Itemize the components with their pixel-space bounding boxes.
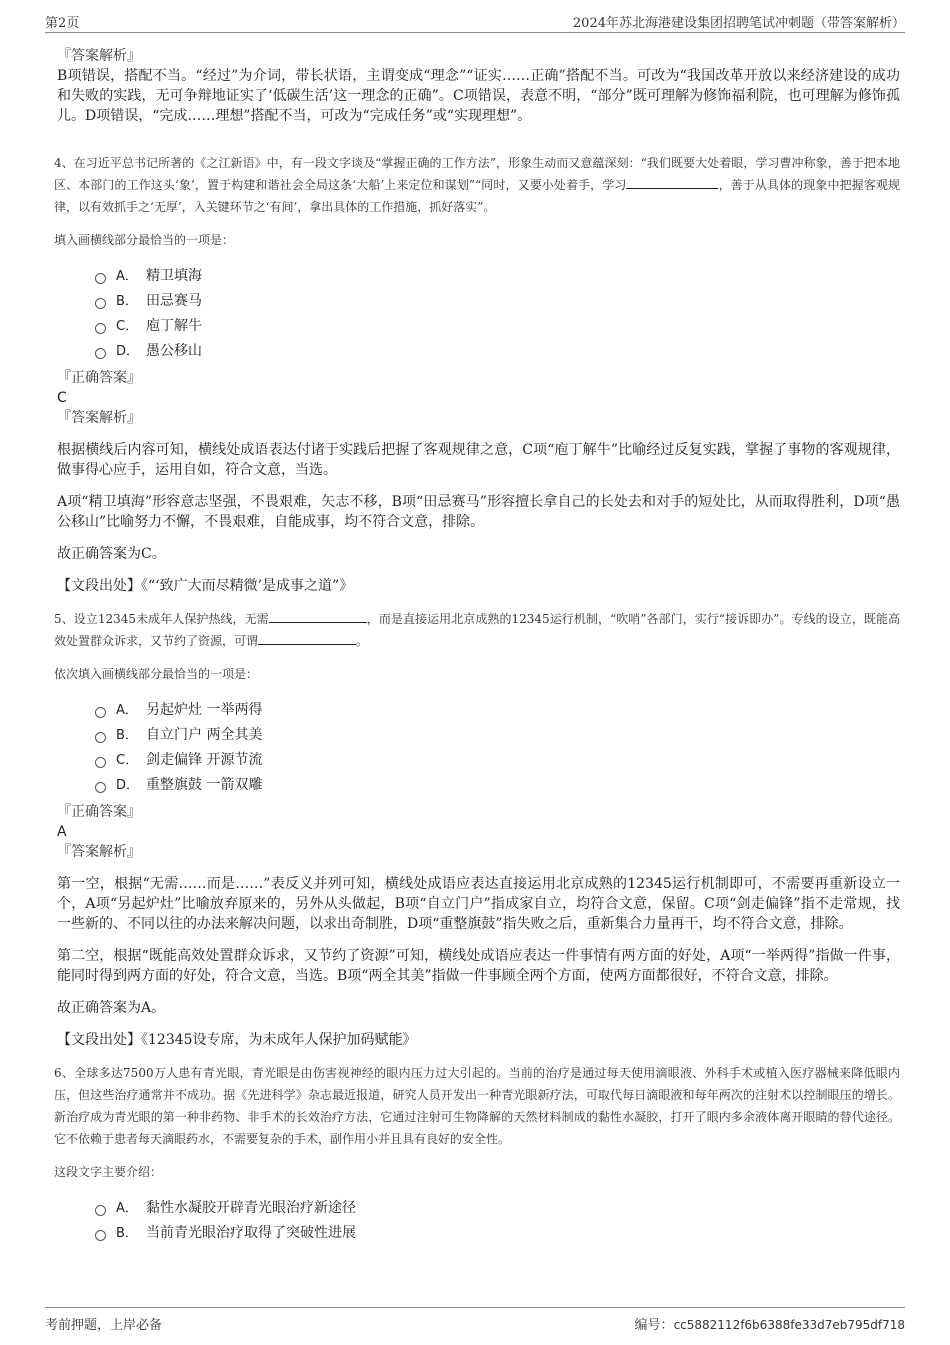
option-b[interactable]: B． 田忌赛马 (95, 289, 900, 314)
question-5-text: 5、设立12345未成年人保护热线，无需 ，而是直接运用北京成熟的12345运行机制，“吹哨”各部门，实行“接诉即办”。专线的设立，既能高效处置群众诉求，又节约了资源，可谓 。 (54, 608, 900, 652)
answer-blank (269, 608, 367, 623)
radio-icon[interactable] (95, 707, 106, 718)
radio-icon[interactable] (95, 782, 106, 793)
question-6-prompt: 这段文字主要介绍： (54, 1165, 163, 1179)
question-4-options (95, 264, 900, 364)
option-b[interactable]: B． 当前青光眼治疗取得了突破性进展 (95, 1221, 900, 1246)
question-5-options (95, 698, 900, 798)
analysis-paragraph: 故正确答案为A。 (57, 1000, 166, 1016)
analysis-paragraph: 第二空，根据“既能高效处置群众诉求，又节约了资源”可知，横线处成语应表达一件事情有两方面的好处，A项“一举两得”指做一件事，能同时得到两方面的好处，符合文意，当选。B项“两全其美”指做一件事顾全两个方面，使两方面都很好，不符合文意，排除。 (57, 948, 900, 984)
radio-icon[interactable] (95, 298, 106, 309)
analysis-paragraph: 第一空，根据“无需……而是……”表反义并列可知，横线处成语应表达直接运用北京成熟的12345运行机制即可，不需要再重新设立一个，A项“另起炉灶”比喻放弃原来的，另外从头做起，B项“自立门户”指成家自立，均符合文意，保留。C项“剑走偏锋”指不走常规，找一些新的、不同以往的办法来解决问题，以求出奇制胜，D项“重整旗鼓”指失败之后，重新集合力量再干，均不符合文意，排除。 (57, 876, 900, 932)
page-header (45, 8, 905, 33)
analysis-text: B项错误，搭配不当。“经过”为介词，带长状语，主谓变成“理念”“证实……正确”搭配不当。可改为“我国改革开放以来经济建设的成功和失败的实践，无可争辩地证实了‘低碳生活’这一理念的正确”。C项错误，表意不明，“部分”既可理解为修饰福利院，也可理解为修饰孤儿。D项错误，“完成……理想”搭配不当，可改为“完成任务”或“实现理想”。 (57, 68, 900, 124)
question-6-text: 6、全球多达7500万人患有青光眼，青光眼是由伤害视神经的眼内压力过大引起的。当前的治疗是通过每天使用滴眼液、外科手术或植入医疗器械来降低眼内压，但这些治疗通常并不成功。据《先进科学》杂志最近报道，研究人员开发出一种青光眼新疗法，可取代每日滴眼液和每年两次的注射术以控制眼压的增长。新治疗成为青光眼的第一种非药物、非手术的长效治疗方法，它通过注射可生物降解的天然材料制成的黏性水凝胶，打开了眼内多余液体离开眼睛的替代途径。它不依赖于患者每天滴眼药水，不需要复杂的手术，副作用小并且具有良好的安全性。 (54, 1066, 900, 1146)
question-6 (54, 1062, 900, 1246)
analysis-paragraph: 根据横线后内容可知，横线处成语表达付诸于实践后把握了客观规律之意，C项“庖丁解牛”比喻经过反复实践，掌握了事物的客观规律，做事得心应手，运用自如，符合文意，当选。 (57, 442, 900, 478)
option-c[interactable]: C． 剑走偏锋 开源节流 (95, 748, 900, 773)
page-number: 第2页 (45, 16, 80, 31)
option-a[interactable]: A． 精卫填海 (95, 264, 900, 289)
document-code: 编号：cc5882112f6b6388fe33d7eb795df718 (634, 1318, 905, 1333)
page-content (54, 46, 901, 1246)
correct-answer-label: 『正确答案』 (57, 370, 141, 386)
question-4 (54, 152, 900, 596)
radio-icon[interactable] (95, 732, 106, 743)
analysis-label: 『答案解析』 (57, 48, 141, 64)
radio-icon[interactable] (95, 1230, 106, 1241)
answer-blank (626, 174, 718, 189)
radio-icon[interactable] (95, 323, 106, 334)
question-6-options (95, 1196, 900, 1246)
document-title: 2024年苏北海港建设集团招聘笔试冲刺题（带答案解析） (572, 16, 905, 31)
option-c[interactable]: C． 庖丁解牛 (95, 314, 900, 339)
question-5 (54, 608, 901, 1050)
radio-icon[interactable] (95, 273, 106, 284)
source-citation: 【文段出处】《12345设专席，为未成年人保护加码赋能》 (57, 1032, 417, 1048)
page-footer (45, 1307, 905, 1336)
option-a[interactable]: A． 另起炉灶 一举两得 (95, 698, 900, 723)
correct-answer: A (57, 824, 67, 840)
question-4-text: 4、在习近平总书记所著的《之江新语》中，有一段文字谈及“掌握正确的工作方法”，形象生动而又意蕴深刻：“我们既要大处着眼，学习曹冲称象，善于把本地区、本部门的工作这头‘象’，置于构建和谐社会全局这条‘大船’上来定位和谋划”“同时，又要小处着手，学习 ，善于从具体的现象中把握客观规律，以有效抓手之‘无厚’，入关键环节之‘有间’，拿出具体的工作措施，抓好落实”。 (54, 156, 900, 214)
option-b[interactable]: B． 自立门户 两全其美 (95, 723, 900, 748)
analysis-label: 『答案解析』 (57, 844, 141, 860)
analysis-paragraph: 故正确答案为C。 (57, 546, 166, 562)
answer-blank (258, 630, 356, 645)
question-5-prompt: 依次填入画横线部分最恰当的一项是： (54, 667, 259, 681)
radio-icon[interactable] (95, 1205, 106, 1216)
correct-answer: C (57, 390, 67, 406)
option-a[interactable]: A． 黏性水凝胶开辟青光眼治疗新途径 (95, 1196, 900, 1221)
radio-icon[interactable] (95, 757, 106, 768)
source-citation: 【文段出处】《“‘致广大而尽精微’是成事之道”》 (57, 578, 354, 594)
option-d[interactable]: D． 愚公移山 (95, 339, 900, 364)
option-d[interactable]: D． 重整旗鼓 一箭双雕 (95, 773, 900, 798)
footer-slogan: 考前押题，上岸必备 (45, 1318, 163, 1333)
correct-answer-label: 『正确答案』 (57, 804, 141, 820)
analysis-label: 『答案解析』 (57, 410, 141, 426)
previous-analysis-section (57, 46, 900, 126)
analysis-paragraph: A项“精卫填海”形容意志坚强，不畏艰难，矢志不移，B项“田忌赛马”形容擅长拿自己的长处去和对手的短处比，从而取得胜利，D项“愚公移山”比喻努力不懈，不畏艰难，自能成事，均不符合文意，排除。 (57, 494, 900, 530)
radio-icon[interactable] (95, 348, 106, 359)
question-4-prompt: 填入画横线部分最恰当的一项是： (54, 233, 235, 247)
